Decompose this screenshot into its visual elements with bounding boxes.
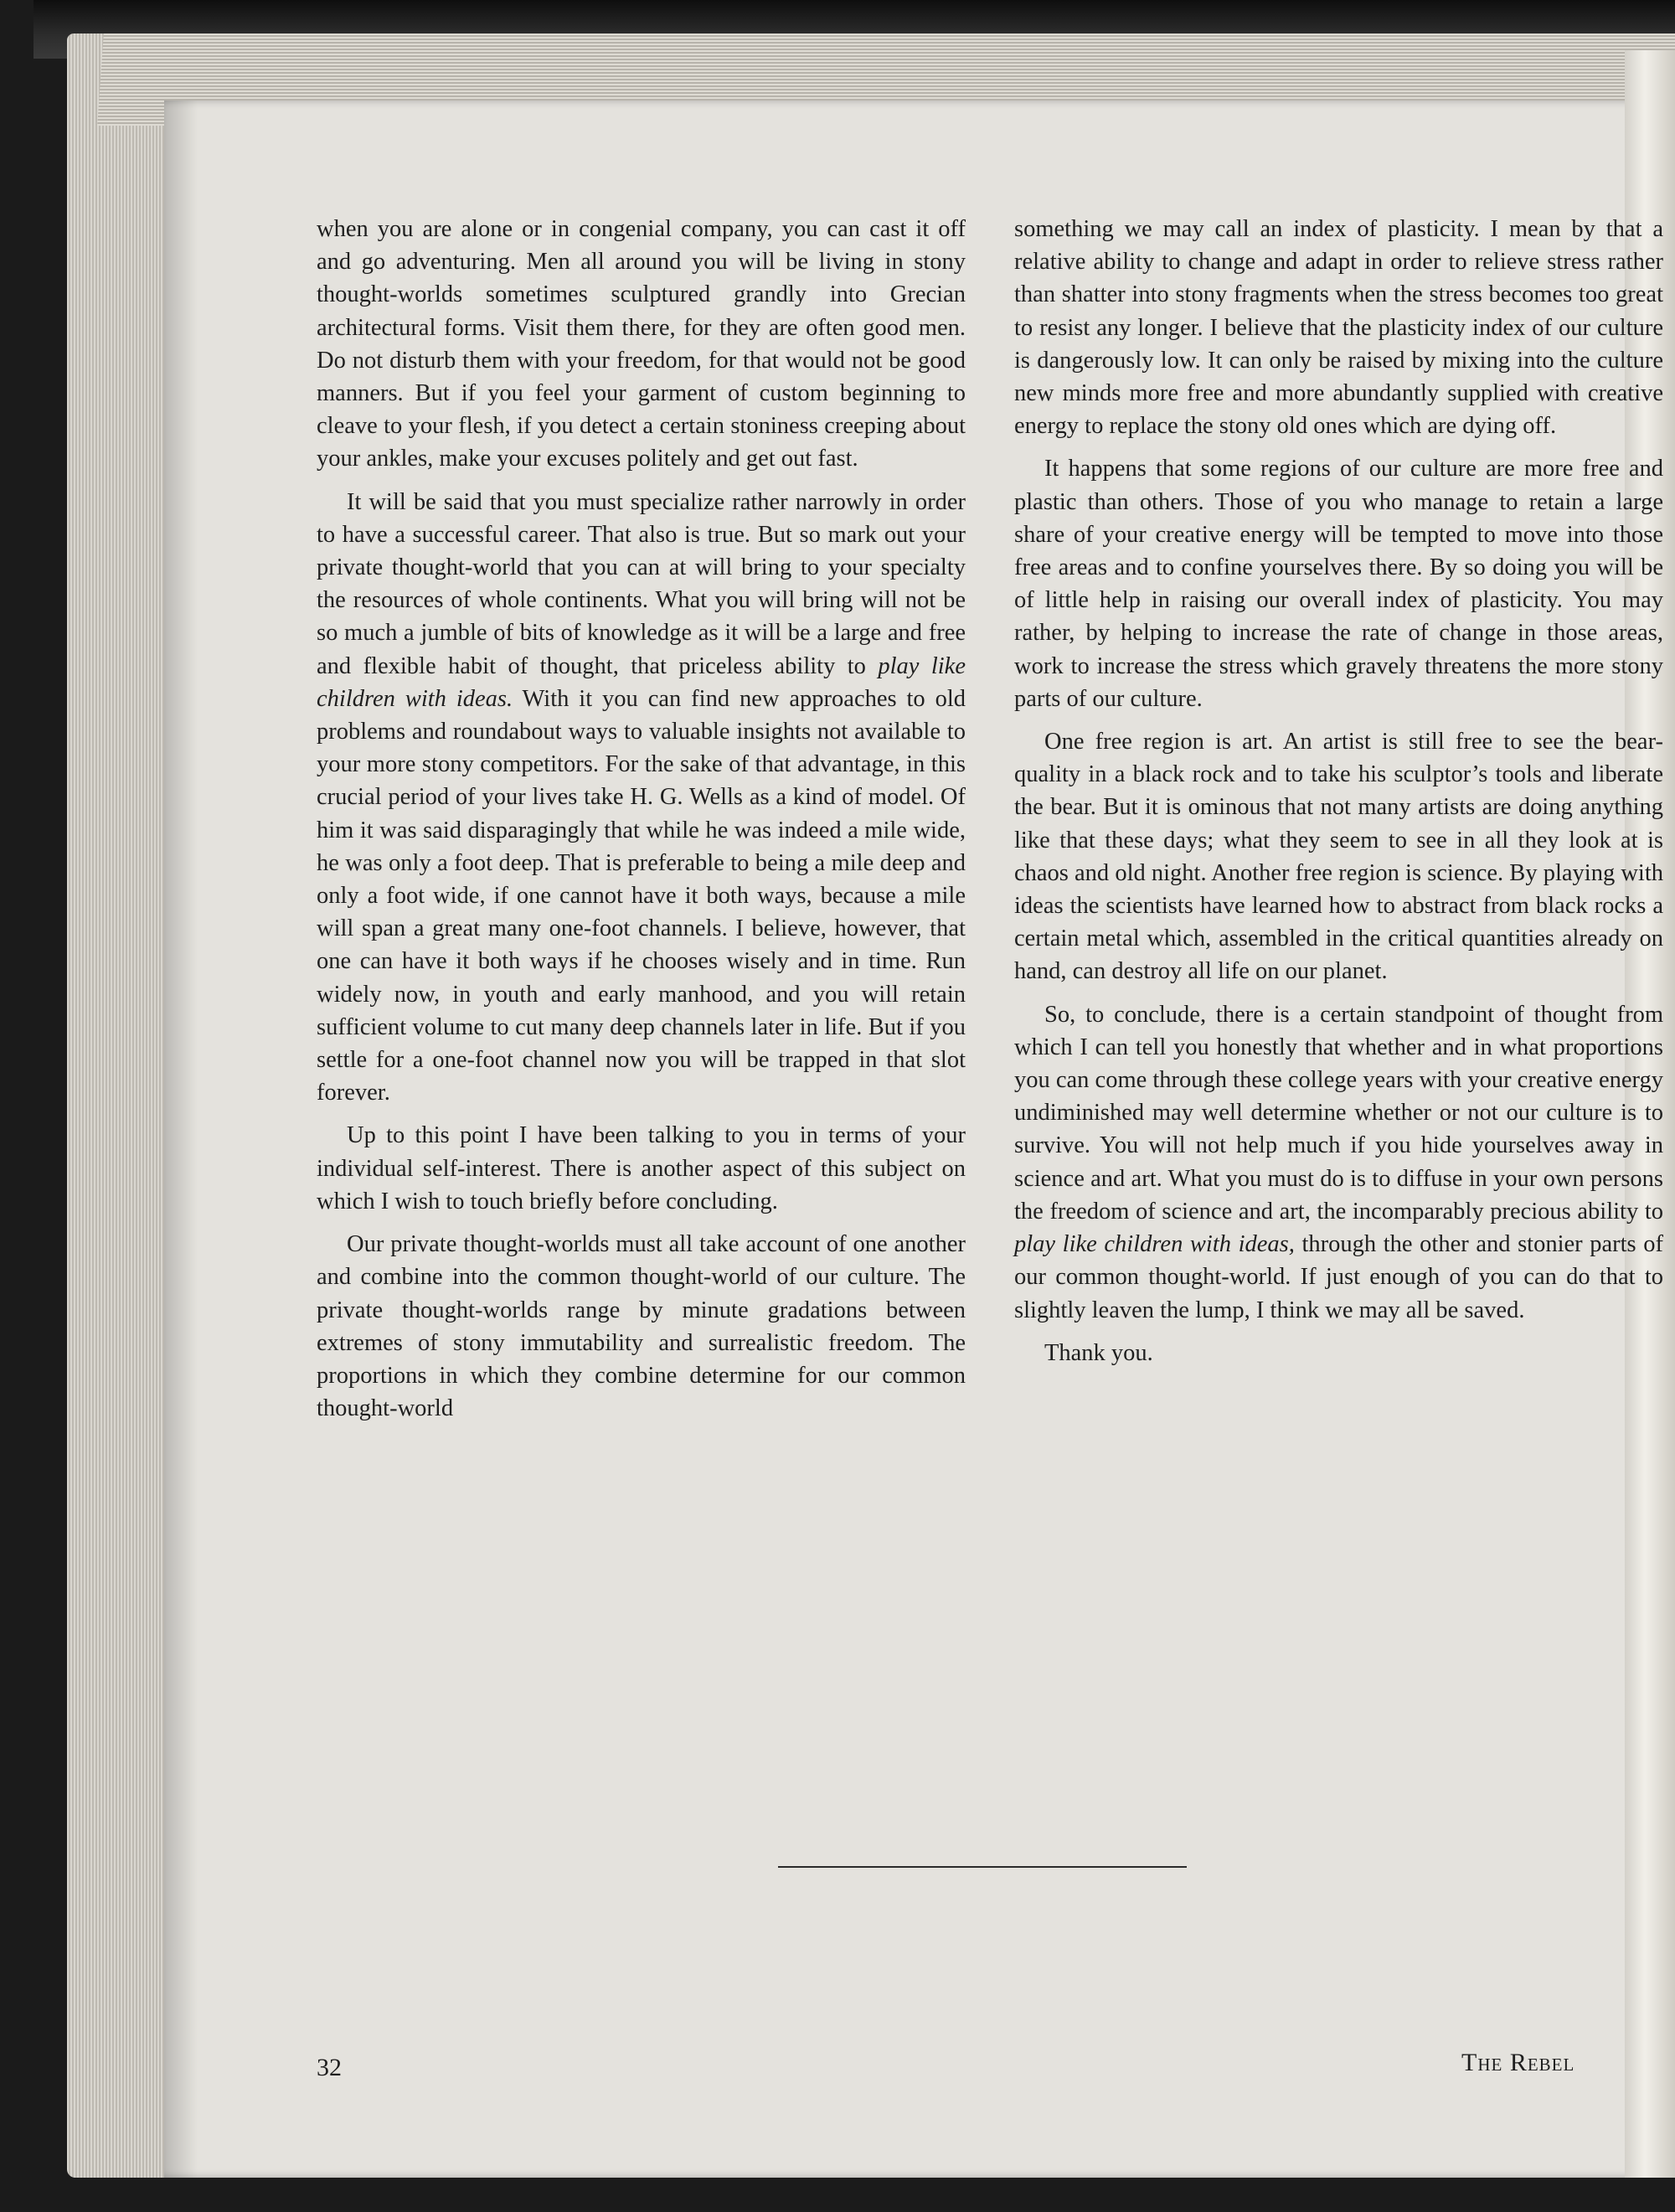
page-number: 32: [317, 2054, 342, 2081]
paragraph: [1014, 998, 1663, 1327]
emphasis: play like children with ideas,: [1014, 1231, 1295, 1258]
publication-title: The Rebel: [1461, 2049, 1575, 2076]
paragraph: Our private thought-worlds must all take account of one another and combine into the common thought-world of our culture. The private thought-worlds range by minute gradations between extremes of stony immutability and surrealistic freedom. The proportions in which they combine determine for our common thought-world: [317, 1231, 966, 1422]
paragraph-text: It will be said that you must specialize rather narrowly in order to have a successful career. That also is true. But so mark out your private thought-world that you can at will bring to your specialty the resources of whole continents. What you will bring will not be so much a jumble of bits of knowledge as it will be a large and free and flexible habit of thought, that priceless ability to: [317, 488, 966, 679]
paragraph: It happens that some regions of our culture are more free and plastic than others. Those of you who manage to retain a large share of your creative energy will be tempted to move into those free areas and to confine yourselves there. By so doing you will be of little help in raising our overall index of plasticity. You may rather, by helping to increase the rate of change in those areas, work to increase the stress which gravely threatens the more stony parts of our culture.: [1014, 456, 1663, 712]
paragraph-text: So, to conclude, there is a certain standpoint of thought from which I can tell you honestly that whether and in what proportions you can come through these college years with your creative energy undiminished may well determine whether or not our culture is to survive. You will not help much if you hide yourselves away in science and art. What you must do is to diffuse in your own persons the freedom of science and art, the incomparably precious ability to: [1014, 1001, 1664, 1225]
paragraph: [317, 486, 966, 1110]
paragraph-text: through the other and stonier parts of our common thought-world. If just enough of you can do that to slightly leaven the lump, I think we may all be saved.: [1014, 1231, 1663, 1323]
paragraph: something we may call an index of plasticity. I mean by that a relative ability to change and adapt in order to relieve stress rather than shatter into stony fragments when the stress becomes too great to resist any longer. I believe that the plasticity index of our culture is dangerously low. It can only be raised by mixing into the culture new minds more free and more abundantly supplied with creative energy to replace the stony old ones which are dying off.: [1014, 216, 1663, 440]
emphasis: play like children with ideas.: [317, 652, 966, 712]
right-column: [1014, 213, 1663, 1379]
paragraph: Thank you.: [1044, 1339, 1153, 1366]
end-rule: [778, 1866, 1187, 1868]
paragraph: Up to this point I have been talking to you in terms of your individual self-interest. There is another aspect of this subject on which I wish to touch briefly before concluding.: [317, 1122, 966, 1214]
left-column: [317, 213, 966, 1435]
paragraph-text: With it you can find new approaches to old problems and roundabout ways to valuable insights not available to your more stony competitors. For the sake of that advantage, in this crucial period of your lives take H. G. Wells as a kind of model. Of him it was said disparagingly that while he was indeed a mile wide, he was only a foot deep. That is preferable to being a mile deep and only a foot wide, if one cannot have it both ways, because a mile will span a great many one-foot channels. I believe, however, that one can have it both ways if he chooses wisely and in time. Run widely now, in youth and early manhood, and you will retain sufficient volume to cut many deep channels later in life. But if you settle for a one-foot channel now you will be trapped in that slot forever.: [317, 685, 966, 1106]
paragraph: One free region is art. An artist is still free to see the bear-quality in a black rock and to take his sculptor’s tools and liberate the bear. But it is ominous that not many artists are doing anything like that these days; what they seem to see in all they look at is chaos and old night. Another free region is science. By playing with ideas the scientists have learned how to abstract from black rocks a certain metal which, assembled in the critical quantities already on hand, can destroy all life on our planet.: [1014, 729, 1663, 985]
paragraph: when you are alone or in congenial company, you can cast it off and go adventuring. Men all around you will be living in stony thought-worlds sometimes sculptured grandly into Grecian architectural forms. Visit them there, for they are often good men. Do not disturb them with your freedom, for that would not be good manners. But if you feel your garment of custom beginning to cleave to your flesh, if you detect a certain stoniness creeping about your ankles, make your excuses politely and get out fast.: [317, 216, 966, 472]
